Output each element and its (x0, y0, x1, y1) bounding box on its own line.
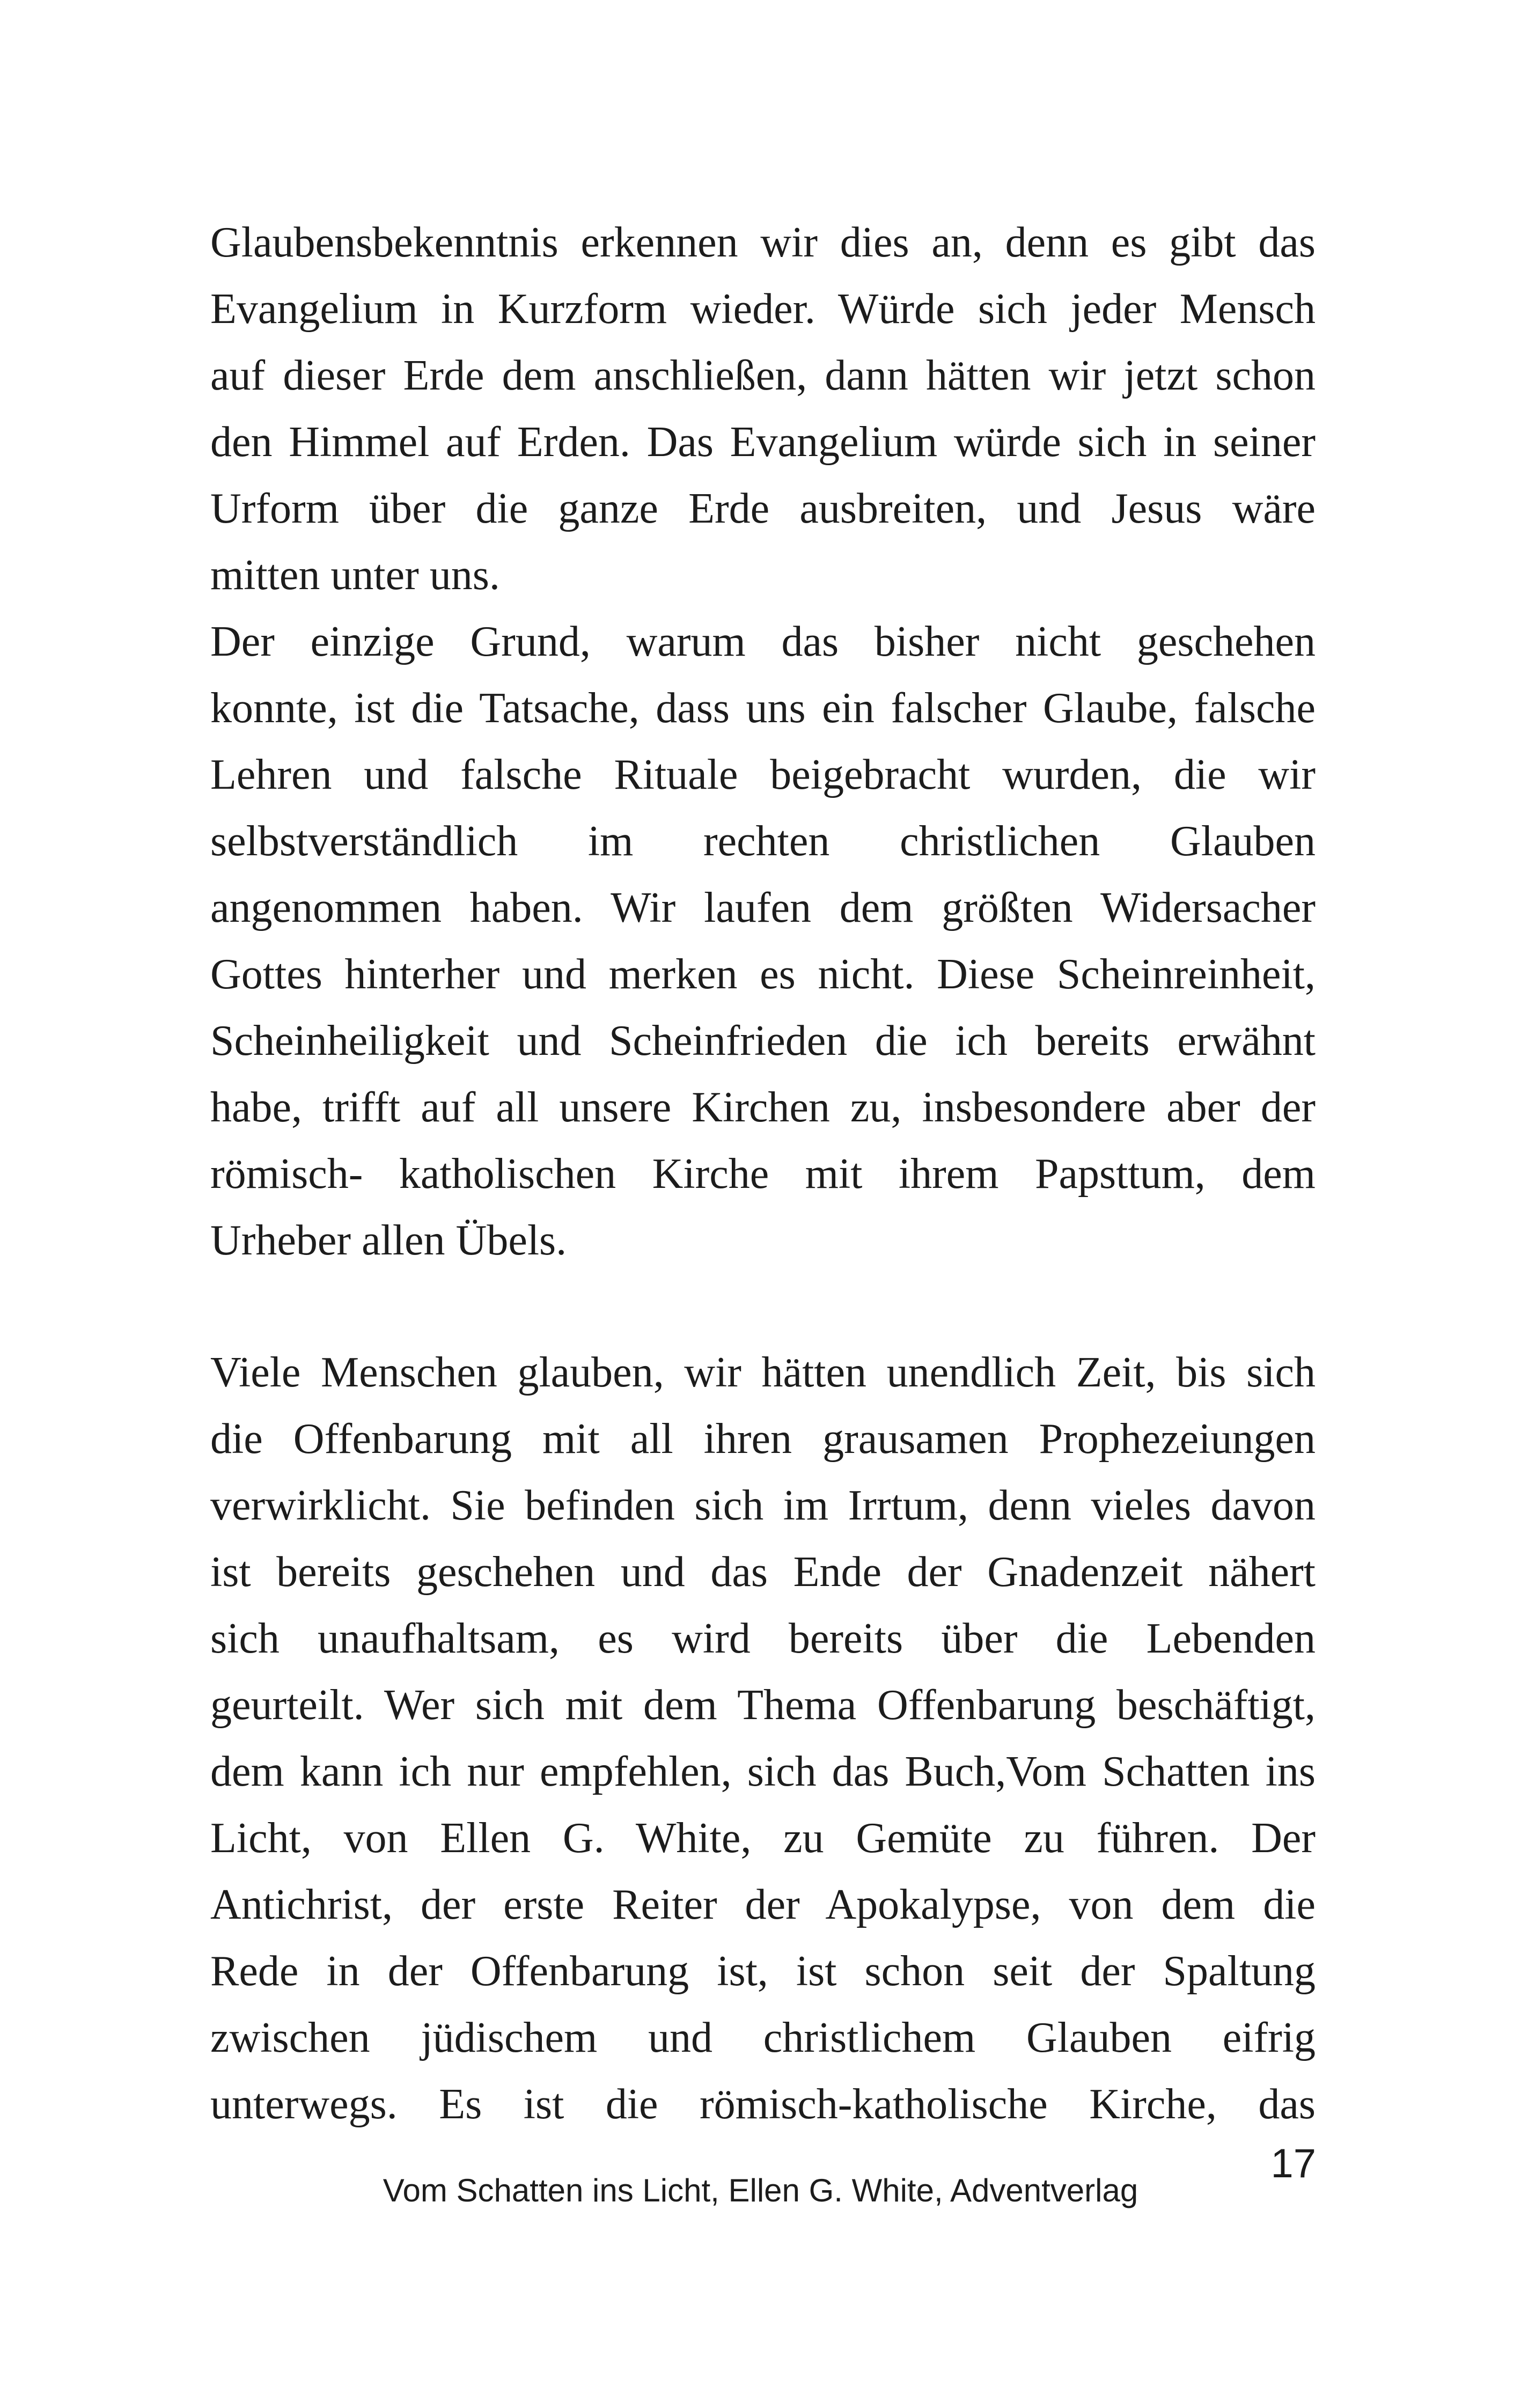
text-line: Antichrist, der erste Reiter der Apokalypse, von dem die (210, 1881, 1316, 1928)
text-line: zwischen jüdischem und christlichem Glauben eifrig (210, 2014, 1316, 2061)
text-line: konnte, ist die Tatsache, dass uns ein falscher Glaube, falsche (210, 685, 1316, 732)
text-line: Lehren und falsche Rituale beigebracht wurden, die wir (210, 751, 1316, 798)
text-line: sich unaufhaltsam, es wird bereits über die Lebenden (210, 1615, 1316, 1662)
paragraph-group-1 (210, 209, 1316, 1274)
text-line: habe, trifft auf all unsere Kirchen zu, insbesondere aber der (210, 1084, 1316, 1131)
text-line: selbstverständlich im rechten christlichen Glauben (210, 818, 1316, 865)
text-line: Evangelium in Kurzform wieder. Würde sich jeder Mensch (210, 285, 1316, 333)
text-line: verwirklicht. Sie befinden sich im Irrtum, denn vieles davon (210, 1482, 1316, 1529)
text-line: römisch- katholischen Kirche mit ihrem Papsttum, dem (210, 1150, 1316, 1198)
text-line: unterwegs. Es ist die römisch-katholische Kirche, das (210, 2081, 1316, 2128)
text-line: ist bereits geschehen und das Ende der Gnadenzeit nähert (210, 1548, 1316, 1596)
text-line: Der einzige Grund, warum das bisher nicht geschehen (210, 618, 1316, 665)
text-line: Scheinheiligkeit und Scheinfrieden die ich bereits erwähnt (210, 1017, 1316, 1064)
text-line: Viele Menschen glauben, wir hätten unendlich Zeit, bis sich (210, 1349, 1316, 1396)
text-line: die Offenbarung mit all ihren grausamen Prophezeiungen (210, 1415, 1316, 1463)
text-line: dem kann ich nur empfehlen, sich das Buch,Vom Schatten ins (210, 1748, 1316, 1795)
text-line: Glaubensbekenntnis erkennen wir dies an, denn es gibt das (210, 219, 1316, 266)
text-line: Rede in der Offenbarung ist, ist schon seit der Spaltung (210, 1948, 1316, 1995)
text-line: Urheber allen Übels. (210, 1217, 567, 1264)
text-line: geurteilt. Wer sich mit dem Thema Offenbarung beschäftigt, (210, 1682, 1316, 1729)
text-line: Gottes hinterher und merken es nicht. Diese Scheinreinheit, (210, 951, 1316, 998)
text-line: mitten unter uns. (210, 552, 500, 599)
text-line: Licht, von Ellen G. White, zu Gemüte zu führen. Der (210, 1815, 1316, 1862)
page-number: 17 (1270, 2141, 1316, 2186)
text-line: angenommen haben. Wir laufen dem größten Widersacher (210, 884, 1316, 931)
text-line: auf dieser Erde dem anschließen, dann hätten wir jetzt schon (210, 352, 1316, 399)
text-line: den Himmel auf Erden. Das Evangelium würde sich in seiner (210, 419, 1316, 466)
text-line: Urform über die ganze Erde ausbreiten, und Jesus wäre (210, 485, 1316, 532)
paragraph-group-2 (210, 1339, 1316, 2138)
footnote: Vom Schatten ins Licht, Ellen G. White, Adventverlag (383, 2172, 1138, 2208)
